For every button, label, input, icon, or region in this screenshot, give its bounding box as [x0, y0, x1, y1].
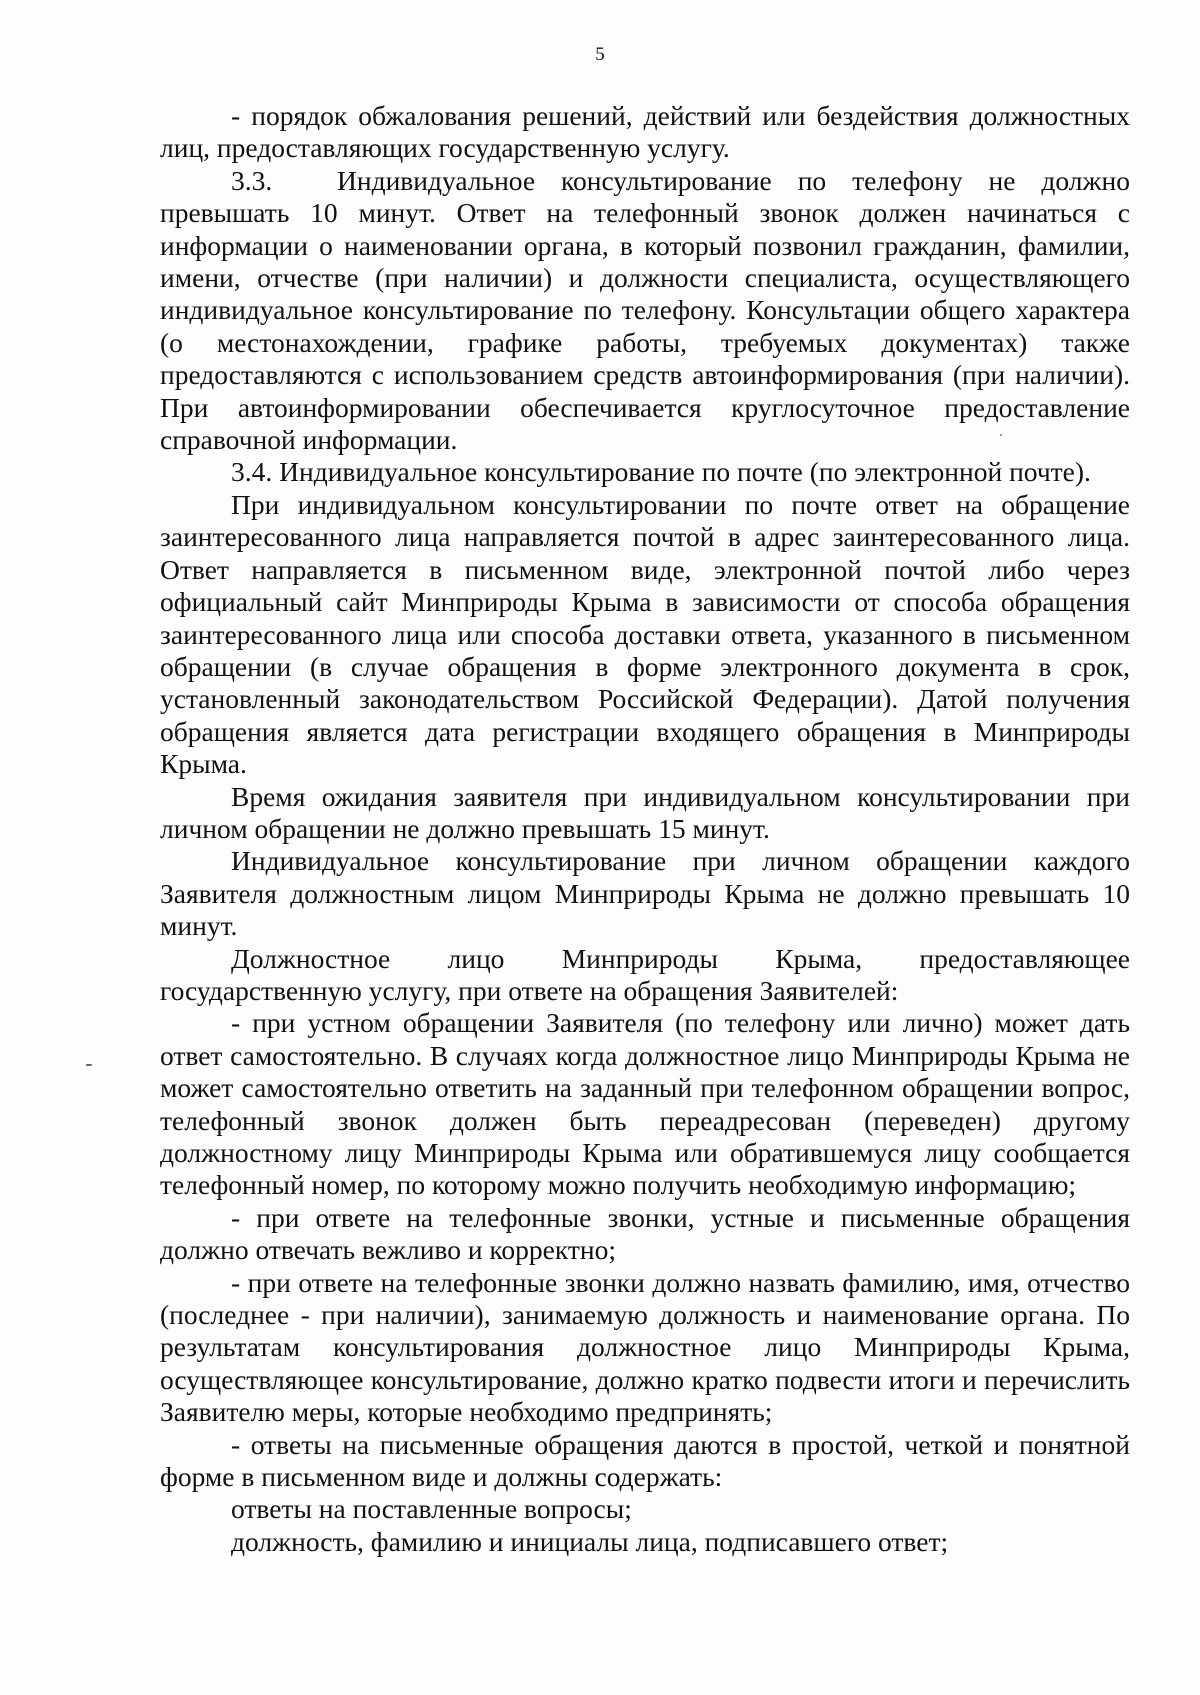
paragraph-official-duties: Должностное лицо Минприроды Крыма, предоставляющее государственную услугу, при ответе на обращения Заявителей: [160, 942, 1130, 1006]
paragraph-oral-appeal: - при устном обращении Заявителя (по телефону или лично) может дать ответ самостоятельно. В случаях когда должностное лицо Минприроды Крыма не может самостоятельно ответить на заданный при телефонном обращении вопрос, телефонный звонок должен быть переадресован (переведен) другому должностному лицу Минприроды Крыма или обратившемуся лицу сообщается телефонный номер, по которому можно получить необходимую информацию; [160, 1007, 1130, 1201]
paragraph-polite-answer: - при ответе на телефонные звонки, устные и письменные обращения должно отвечать вежливо и корректно; [160, 1201, 1130, 1266]
paragraph-3-4: 3.4. Индивидуальное консультирование по почте (по электронной почте). [231, 456, 1091, 488]
document-body [160, 100, 1130, 1558]
list-item-answers: ответы на поставленные вопросы; [231, 1493, 632, 1525]
scan-speck [86, 1064, 92, 1066]
paragraph-written-answers: - ответы на письменные обращения даются в простой, четкой и понятной форме в письменном виде и должны содержать: [160, 1428, 1130, 1493]
paragraph-appeal-procedure: - порядок обжалования решений, действий или бездействия должностных лиц, предоставляющих государственную услугу. [160, 100, 1130, 164]
paragraph-personal-consulting: Индивидуальное консультирование при личном обращении каждого Заявителя должностным лицом Минприроды Крыма не должно превышать 10 минут. [160, 845, 1130, 942]
paragraph-waiting-time: Время ожидания заявителя при индивидуальном консультировании при личном обращении не должно превышать 15 минут. [160, 780, 1130, 844]
scan-speck [1000, 434, 1002, 436]
section-number: 3.3. [231, 164, 273, 196]
paragraph-mail-consulting: При индивидуальном консультировании по почте ответ на обращение заинтересованного лица направляется почтой в адрес заинтересованного лица. Ответ направляется в письменном виде, электронной почтой либо через официальный сайт Минприроды Крыма в зависимости от способа обращения заинтересованного лица или способа доставки ответа, указанного в письменном обращении (в случае обращения в форме электронного документа в срок, установленный законодательством Российской Федерации). Датой получения обращения является дата регистрации входящего обращения в Минприроды Крыма. [160, 488, 1130, 780]
list-item-signatory: должность, фамилию и инициалы лица, подписавшего ответ; [231, 1525, 949, 1557]
paragraph-3-3 [160, 165, 1130, 457]
page-number: 5 [595, 44, 605, 65]
paragraph-3-3-text: Индивидуальное консультирование по телефону не должно превышать 10 минут. Ответ на телефонный звонок должен начинаться с информации о наименовании органа, в который позвонил гражданин, фамилии, имени, отчестве (при наличии) и должности специалиста, осуществляющего индивидуальное консультирование по телефону. Консультации общего характера (о местонахождении, графике работы, требуемых документах) также предоставляются с использованием средств автоинформирования (при наличии). При автоинформировании обеспечивается круглосуточное предоставление справочной информации. [160, 164, 1130, 456]
paragraph-phone-introduction: - при ответе на телефонные звонки должно назвать фамилию, имя, отчество (последнее - при наличии), занимаемую должность и наименование органа. По результатам консультирования должностное лицо Минприроды Крыма, осуществляющее консультирование, должно кратко подвести итоги и перечислить Заявителю меры, которые необходимо предпринять; [160, 1266, 1130, 1428]
